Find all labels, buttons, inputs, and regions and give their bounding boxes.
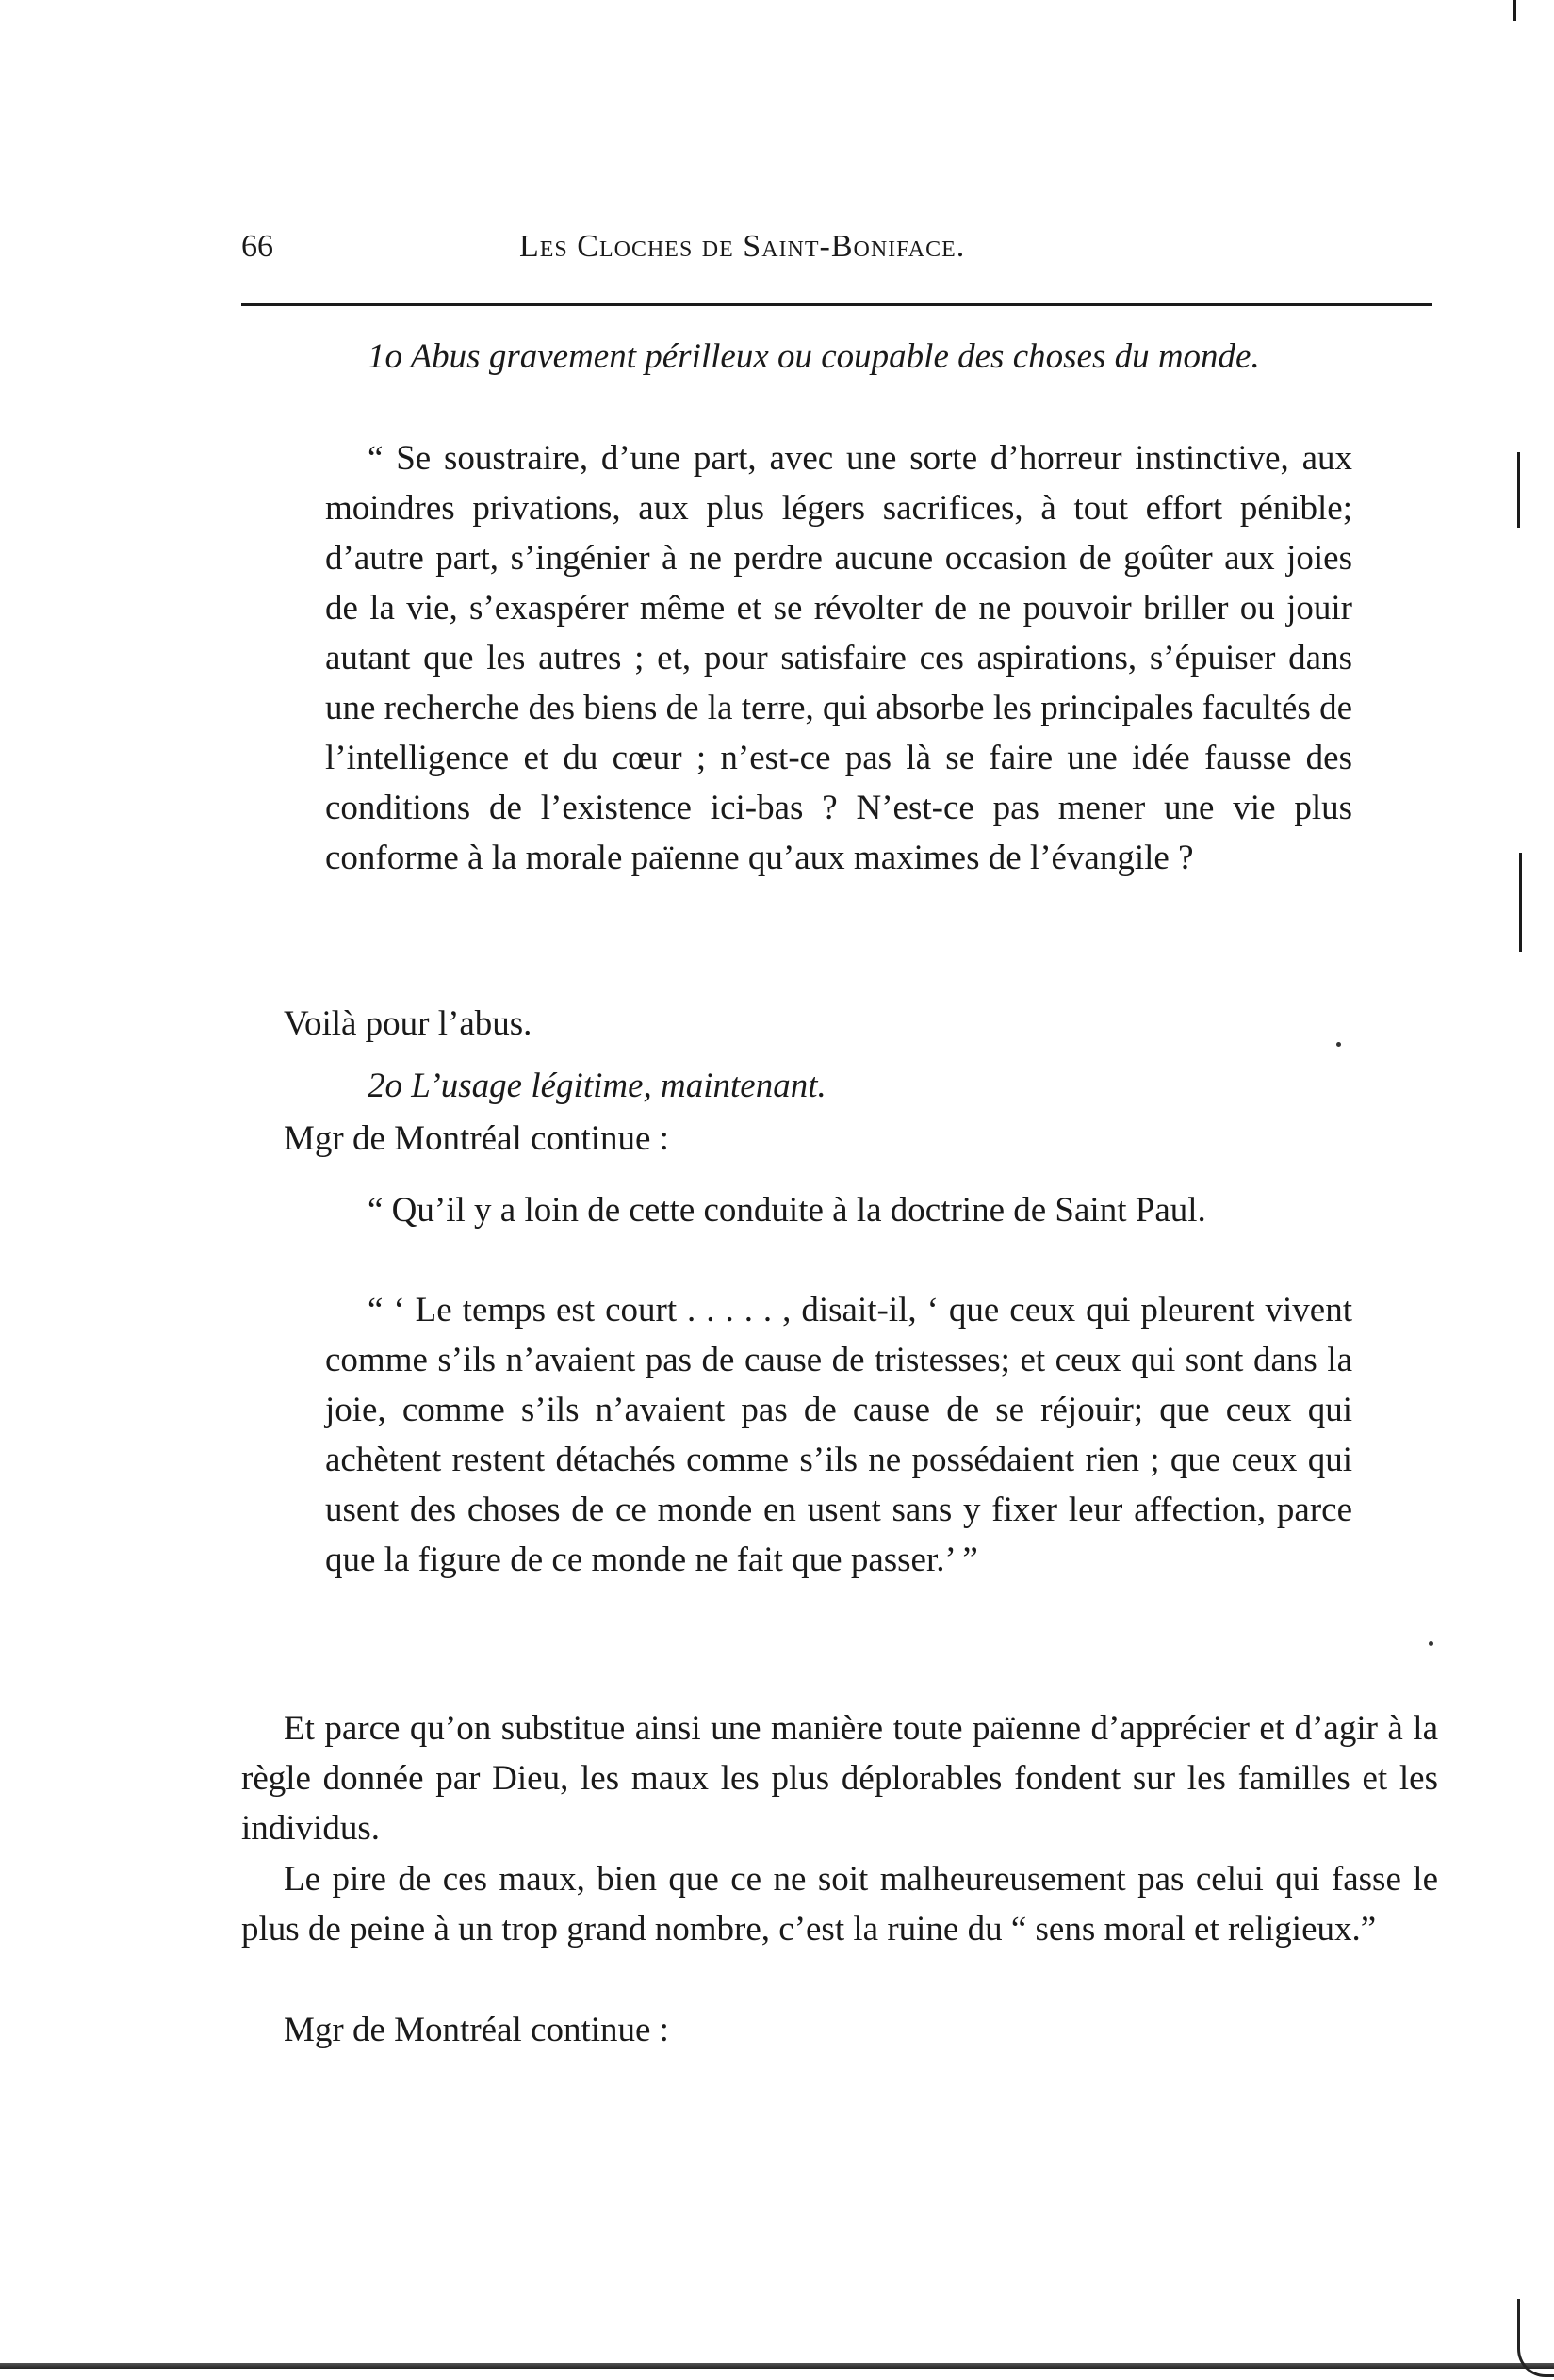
page-bottom-edge [0, 2363, 1554, 2369]
speck-mark [1429, 1641, 1433, 1646]
mgr-continue-1-block [241, 1114, 1438, 1164]
mgr-continue-2: Mgr de Montréal continue : [284, 2011, 669, 2049]
speck-mark [1336, 1042, 1341, 1047]
quote-paul-1-block [325, 1185, 1352, 1235]
mgr-continue-2-block [241, 2005, 1438, 2055]
margin-mark-middle [1519, 853, 1522, 952]
heading-abus: 1o Abus gravement périlleux ou coupable des choses du monde. [368, 337, 1260, 376]
para-parce-block [241, 1703, 1438, 1853]
heading-abus-block [325, 332, 1352, 382]
quote-paul-2: “ ‘ Le temps est court . . . . . , disait-il, ‘ que ceux qui pleurent vivent comme s’ils n’avaient pas de cause de tristesses; et ceux qui sont dans la joie, comme s’ils n’avaient pas de cause de se réjouir; que ceux qui achètent restent détachés comme s’ils ne possédaient rien ; que ceux qui usent des choses de ce monde en usent sans y fixer leur affection, parce que la figure de ce monde ne fait que passer.’ ” [325, 1291, 1352, 1579]
voila-text: Voilà pour l’abus. [284, 1004, 532, 1043]
page-number: 66 [241, 229, 273, 264]
margin-mark-top [1517, 452, 1520, 528]
heading-usage: 2o L’usage légitime, maintenant. [368, 1067, 826, 1105]
page-header [241, 229, 1429, 285]
voila-block [241, 999, 1438, 1049]
quote-abus-block [325, 433, 1352, 883]
para-pire: Le pire de ces maux, bien que ce ne soit malheureusement pas celui qui fasse le plus de peine à un trop grand nombre, c’est la ruine du “ sens moral et religieux.” [241, 1860, 1438, 1948]
quote-paul-1: “ Qu’il y a loin de cette conduite à la doctrine de Saint Paul. [368, 1191, 1206, 1230]
quote-paul-2-block [325, 1285, 1352, 1585]
para-pire-block [241, 1854, 1438, 1954]
page-corner-curl [1517, 2299, 1554, 2377]
quote-abus: “ Se soustraire, d’une part, avec une sorte d’horreur instinctive, aux moindres privations, aux plus légers sacrifices, à tout effort pénible; d’autre part, s’ingénier à ne perdre aucune occasion de goûter aux joies de la vie, s’exaspérer même et se révolter de ne pouvoir briller ou jouir autant que les autres ; et, pour satisfaire ces aspirations, s’épuiser dans une recherche des biens de la terre, qui absorbe les principales facultés de l’intelligence et du cœur ; n’est-ce pas là se faire une idée fausse des conditions de l’existence ici-bas ? N’est-ce pas mener une vie plus conforme à la morale païenne qu’aux maximes de l’évangile ? [325, 439, 1352, 877]
margin-mark-edge [1513, 0, 1516, 21]
running-title: Les Cloches de Saint-Boniface. [519, 229, 966, 264]
header-rule [241, 303, 1432, 306]
heading-usage-block [325, 1061, 1352, 1111]
para-parce: Et parce qu’on substitue ainsi une manière toute païenne d’apprécier et d’agir à la règle donnée par Dieu, les maux les plus déplorables fondent sur les familles et les individus. [241, 1709, 1438, 1848]
mgr-continue-1: Mgr de Montréal continue : [284, 1119, 669, 1158]
